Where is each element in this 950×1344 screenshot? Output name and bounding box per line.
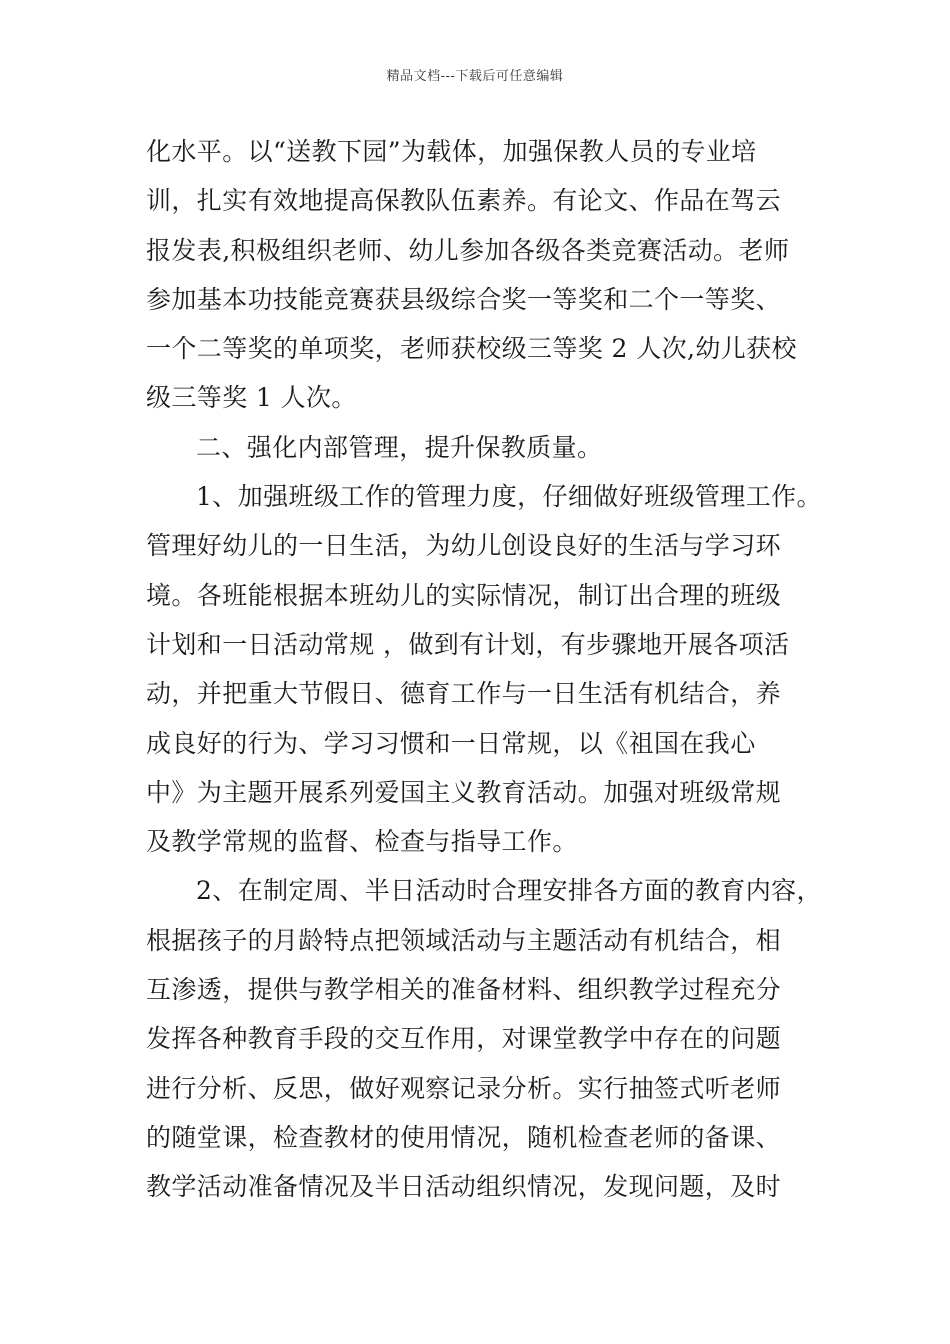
page-header: 精品文档---下载后可任意编辑: [386, 69, 564, 84]
text-line: 及教学常规的监督、检查与指导工作。: [146, 827, 578, 857]
section-heading: 二、强化内部管理，提升保教质量。: [196, 432, 603, 462]
text-line: 境。各班能根据本班幼儿的实际情况，制订出合理的班级: [146, 580, 782, 610]
text-line: 一个二等奖的单项奖，老师获校级三等奖 2 人次,幼儿获校: [146, 334, 797, 364]
text-line: 训，扎实有效地提高保教队伍素养。有论文、作品在驾云: [146, 186, 782, 216]
text-line: 1、加强班级工作的管理力度，仔细做好班级管理工作。: [196, 482, 822, 512]
text-line: 教学活动准备情况及半日活动组织情况，发现问题，及时: [146, 1172, 782, 1202]
text-line: 管理好幼儿的一日生活，为幼儿创设良好的生活与学习环: [146, 531, 782, 561]
text-line: 报发表,积极组织老师、幼儿参加各级各类竞赛活动。老师: [146, 235, 790, 265]
text-line: 化水平。以“送教下园”为载体，加强保教人员的专业培: [146, 137, 757, 166]
text-line: 参加基本功技能竞赛获县级综合奖一等奖和二个一等奖、: [146, 284, 782, 314]
text-line: 动，并把重大节假日、德育工作与一日生活有机结合，养: [146, 679, 782, 709]
text-line: 互渗透，提供与教学相关的准备材料、组织教学过程充分: [146, 975, 782, 1005]
text-line: 的随堂课，检查教材的使用情况，随机检查老师的备课、: [146, 1122, 782, 1152]
document-body: [146, 127, 826, 1212]
text-line: 发挥各种教育手段的交互作用，对课堂教学中存在的问题: [146, 1024, 782, 1054]
text-line: 2、在制定周、半日活动时合理安排各方面的教育内容，: [196, 876, 822, 906]
text-line: 成良好的行为、学习习惯和一日常规，以《祖国在我心: [146, 728, 756, 758]
text-line: 计划和一日活动常规 ，做到有计划，有步骤地开展各项活: [146, 629, 790, 659]
text-line: 级三等奖 1 人次。: [146, 383, 357, 413]
text-line: 进行分析、反思，做好观察记录分析。实行抽签式听老师: [146, 1073, 782, 1103]
text-line: 中》为主题开展系列爱国主义教育活动。加强对班级常规: [146, 777, 782, 807]
text-line: 根据孩子的月龄特点把领域活动与主题活动有机结合，相: [146, 925, 782, 955]
